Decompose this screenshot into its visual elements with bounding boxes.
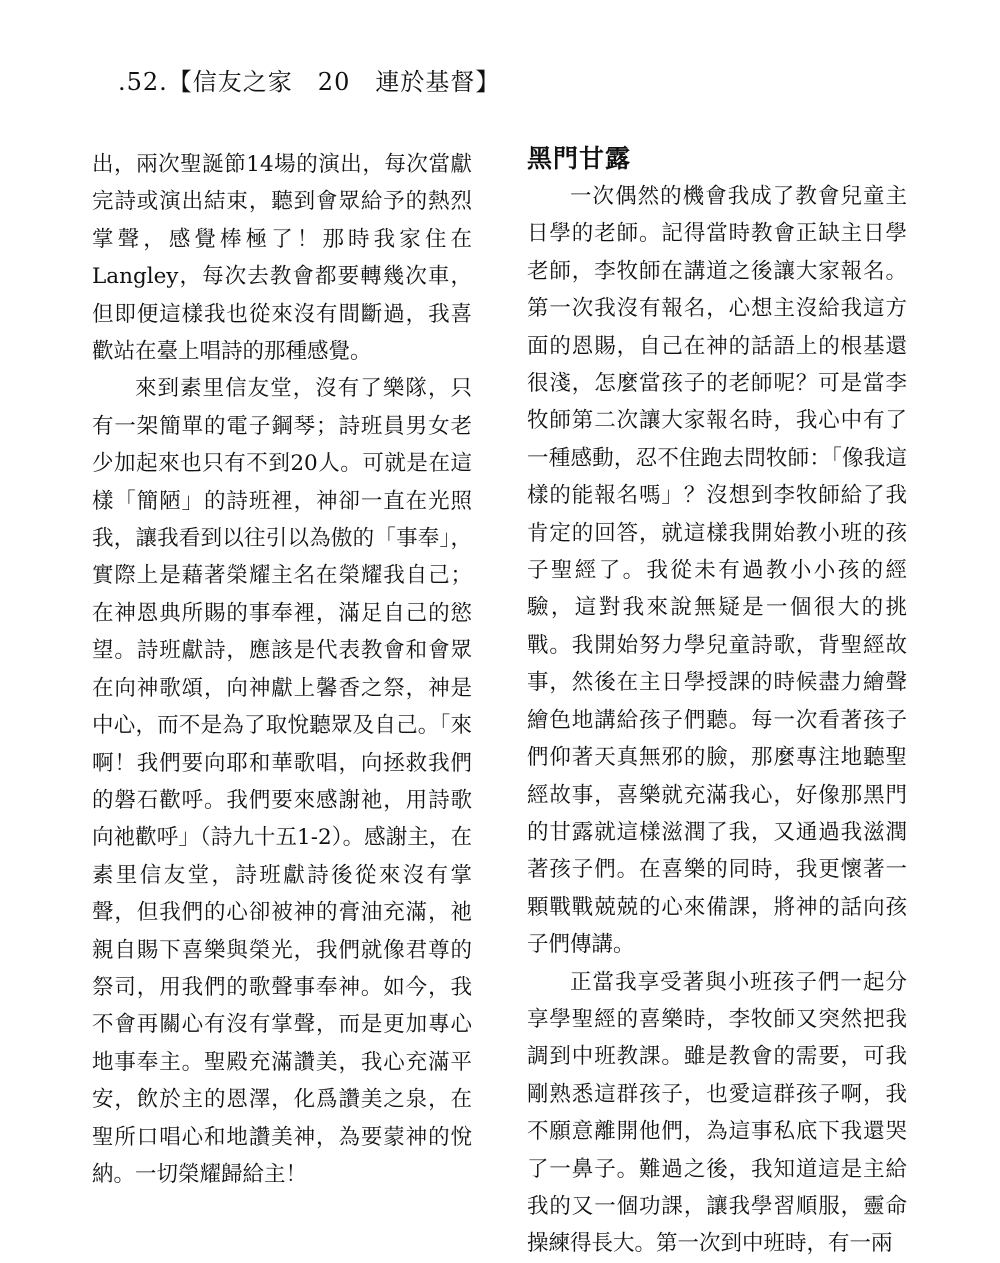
page-header: .52.【信友之家 20 連於基督】: [118, 68, 501, 96]
left-paragraph-1: 出，兩次聖誕節14場的演出，每次當獻完詩或演出結束，聽到會眾給予的熱烈掌聲，感覺棒極了！那時我家住在Langley，每次去教會都要轉幾次車，但即便這樣我也從來沒有間斷過，我喜歡站在臺上唱詩的那種感覺。: [92, 152, 472, 365]
left-paragraph-2: 來到素里信友堂，沒有了樂隊，只有一架簡單的電子鋼琴；詩班員男女老少加起來也只有不到20人。可就是在這樣「簡陋」的詩班裡，神卻一直在光照我，讓我看到以往引以為傲的「事奉」，實際上是藉著榮耀主名在榮耀我自己；在神恩典所賜的事奉裡，滿足自己的慾望。詩班獻詩，應該是代表教會和會眾在向神歌頌，向神獻上馨香之祭，神是中心，而不是為了取悅聽眾及自己。「來啊！我們要向耶和華歌唱，向拯救我們的磐石歡呼。我們要來感謝祂，用詩歌向祂歡呼」（詩九十五1-2）。感謝主，在素里信友堂，詩班獻詩後從來沒有掌聲，但我們的心卻被神的膏油充滿，祂親自賜下喜樂與榮光，我們就像君尊的祭司，用我們的歌聲事奉神。如今，我不會再關心有沒有掌聲，而是更加專心地事奉主。聖殿充滿讚美，我心充滿平安，飲於主的恩澤，化爲讚美之泉，在聖所口唱心和地讚美神，為要蒙神的悅納。一切榮耀歸給主！: [92, 376, 472, 1187]
right-paragraph-2: 正當我享受著與小班孩子們一起分享學聖經的喜樂時，李牧師又突然把我調到中班教課。雖是教會的需要，可我剛熟悉這群孩子，也愛這群孩子啊，我不願意離開他們，為這事私底下我還哭了一鼻子。難過之後，我知道這是主給我的又一個功課，讓我學習順服，靈命操練得長大。第一次到中班時，有一兩: [527, 969, 907, 1257]
right-paragraph-1: 一次偶然的機會我成了教會兒童主日學的老師。記得當時教會正缺主日學老師，李牧師在講道之後讓大家報名。第一次我沒有報名，心想主沒給我這方面的恩賜，自己在神的話語上的根基還很淺，怎麼當孩子的老師呢？可是當李牧師第二次讓大家報名時，我心中有了一種感動，忍不住跑去問牧師：「像我這樣的能報名嗎」？沒想到李牧師給了我肯定的回答，就這樣我開始教小班的孩子聖經了。我從未有過教小小孩的經驗，這對我來說無疑是一個很大的挑戰。我開始努力學兒童詩歌，背聖經故事，然後在主日學授課的時候盡力繪聲繪色地講給孩子們聽。每一次看著孩子們仰著天真無邪的臉，那麼專注地聽聖經故事，喜樂就充滿我心，好像那黑門的甘露就這樣滋潤了我，又通過我滋潤著孩子們。在喜樂的同時，我更懷著一顆戰戰兢兢的心來備課，將神的話向孩子們傳講。: [527, 184, 907, 958]
left-column: [92, 146, 472, 1193]
section-title: 黑門甘露: [527, 144, 632, 173]
right-column: [527, 140, 907, 1263]
